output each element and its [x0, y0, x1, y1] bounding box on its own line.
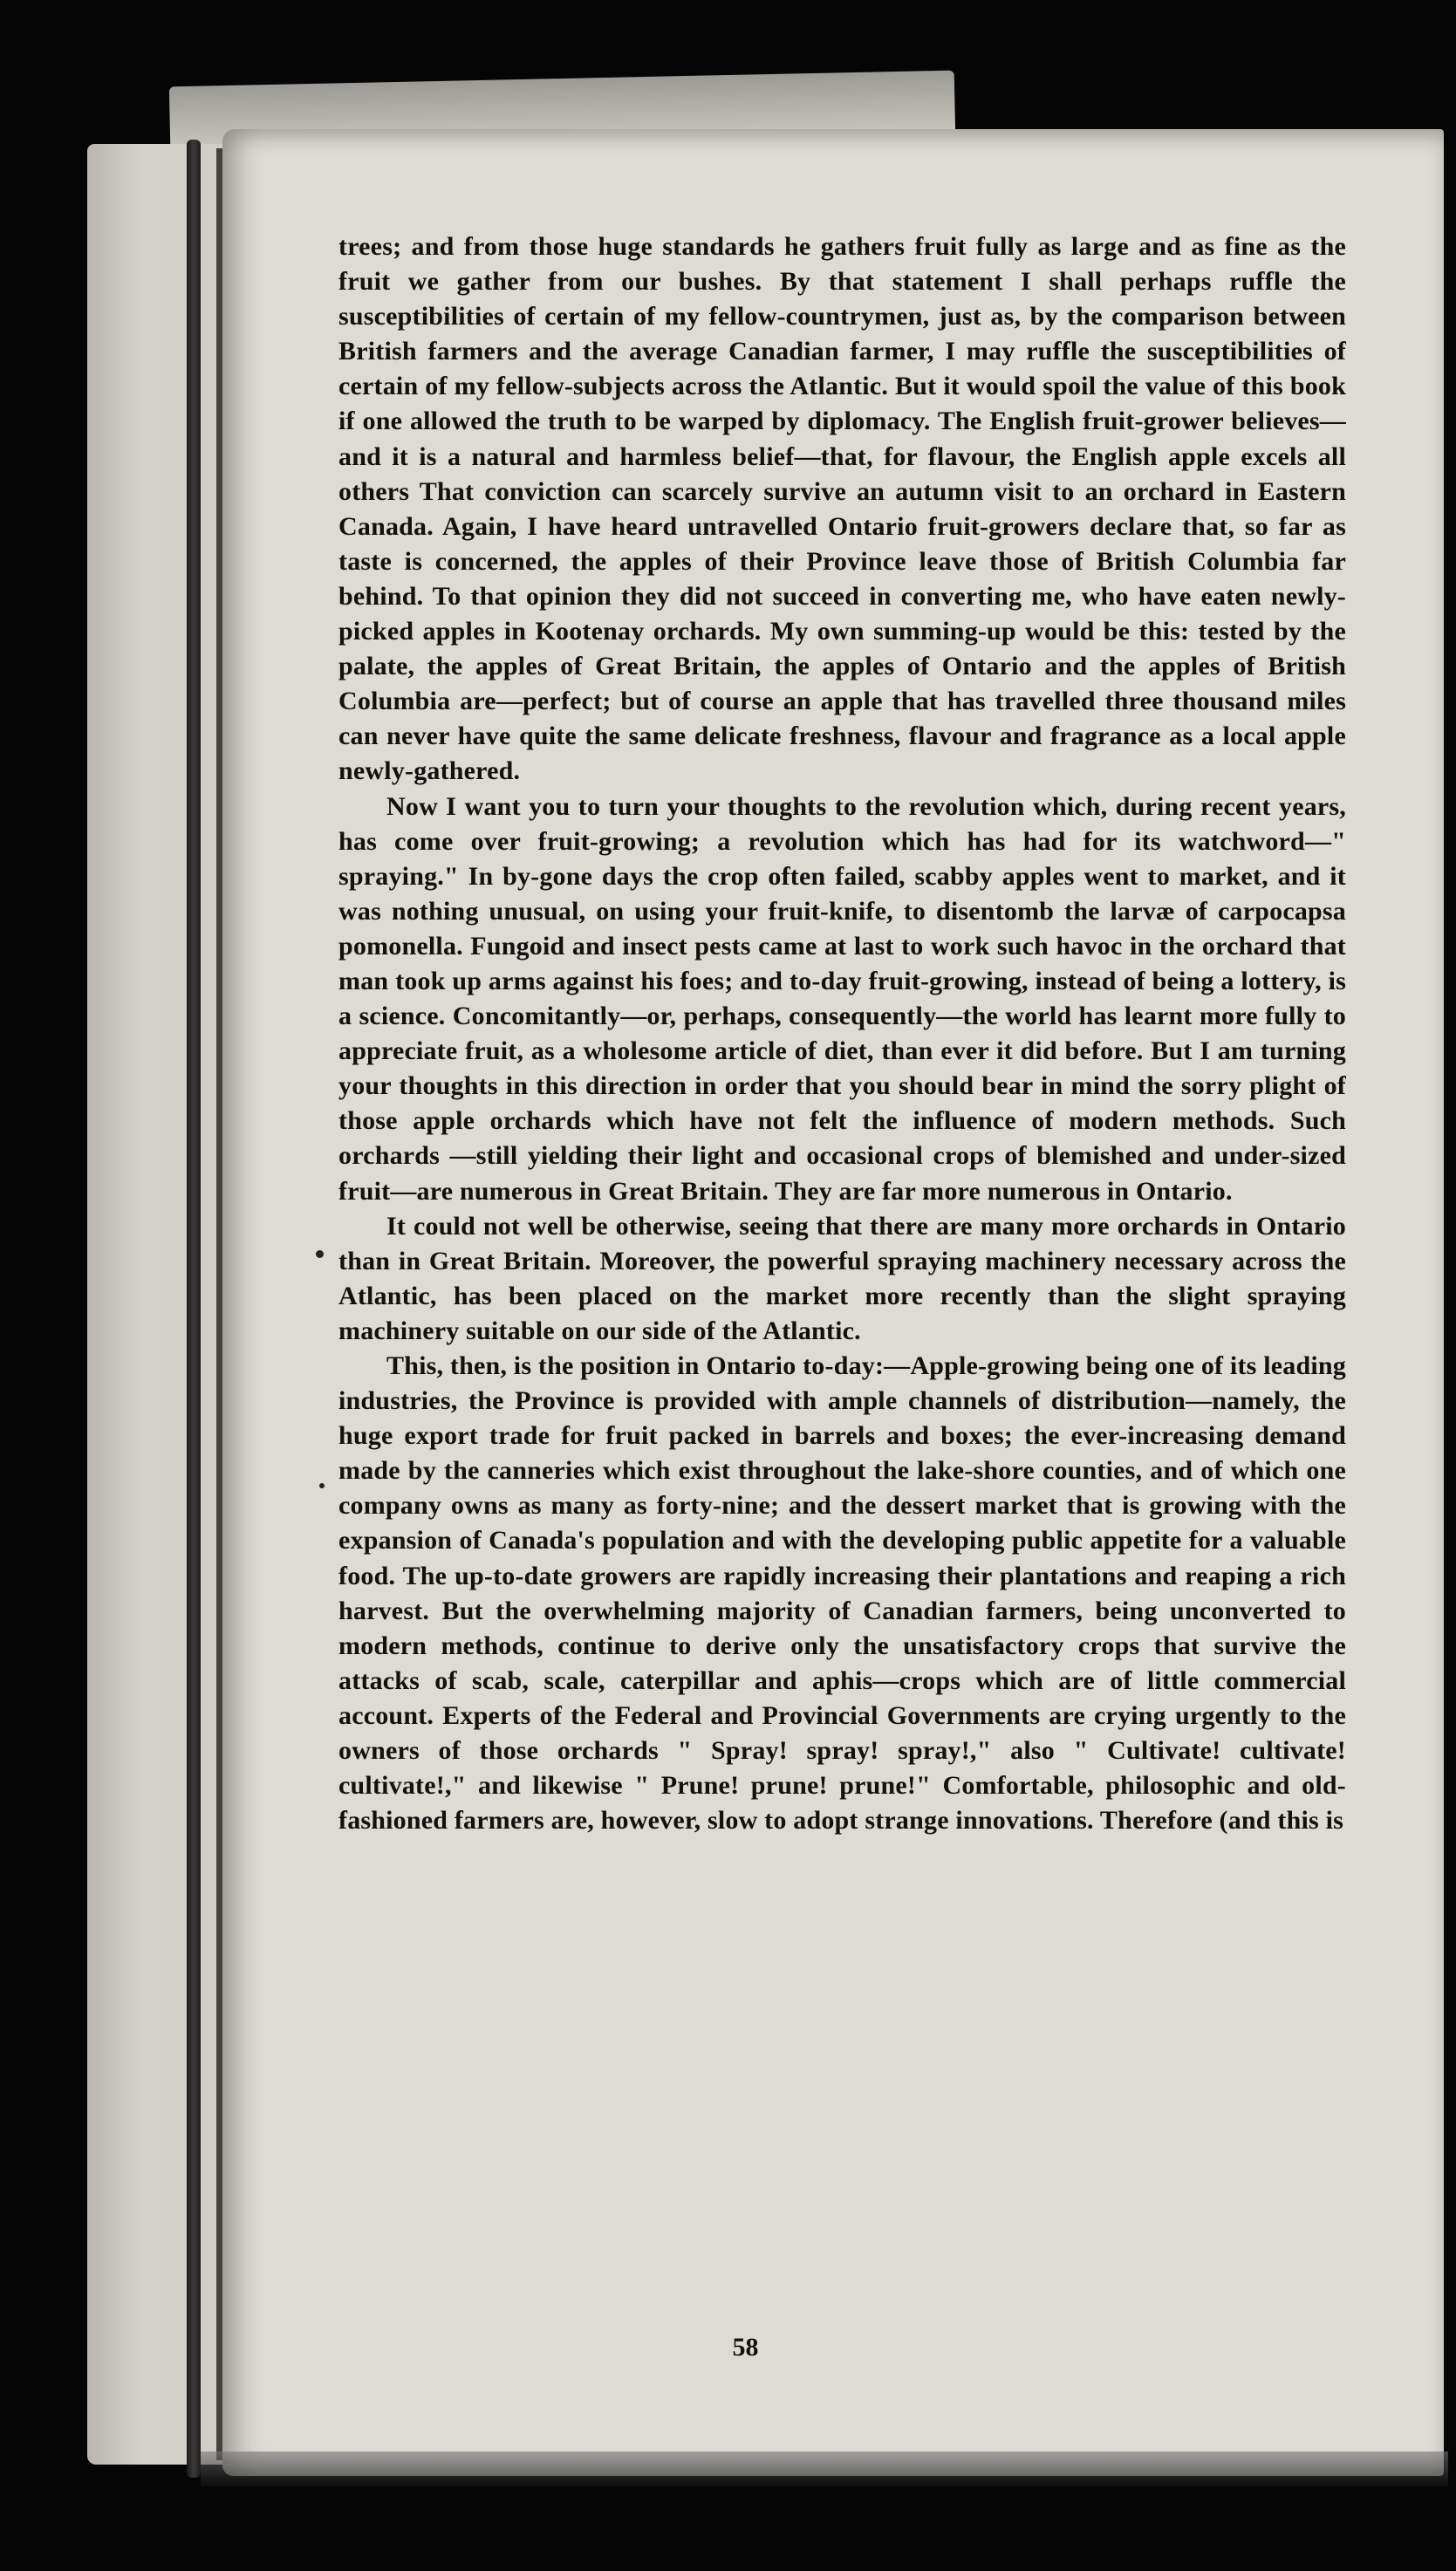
book-gutter-line — [216, 148, 222, 2460]
page-bottom-shadow — [201, 2451, 1448, 2486]
page-number: 58 — [732, 2333, 759, 2362]
paragraph-3: It could not well be otherwise, seeing that there are many more orchards in Ontario than in Great Britain. Moreover, the powerful spraying machinery necessary across the Atlantic, has been placed on the market more recently than the slight spraying machinery suitable on our side of the Atlantic. — [338, 1211, 1346, 1345]
page-stack-edges — [87, 144, 227, 2465]
paragraph-1: trees; and from those huge standards he gathers fruit fully as large and as fine as the fruit we gather from our bushes. By that statement I shall perhaps ruffle the susceptibilities of certain of my fellow-countrymen, just as, by the comparison between British farmers and the average Canadian farmer, I may ruffle the susceptibilities of certain of my fellow-subjects across the Atlantic. But it would spoil the value of this book if one allowed the truth to be warped by diplomacy. The English fruit-grower believes—and it is a natural and harmless belief—that, for flavour, the English apple excels all others That conviction can scarcely survive an autumn visit to an orchard in Eastern Canada. Again, I have heard untravelled Ontario fruit-growers declare that, so far as taste is concerned, the apples of their Province leave those of British Columbia far behind. To that opinion they did not succeed in converting me, who have eaten newly-picked apples in Kootenay orchards. My own summing-up would be this: tested by the palate, the apples of Great Britain, the apples of Ontario and the apples of British Columbia are—perfect; but of course an apple that has travelled three thousand miles can never have quite the same delicate freshness, flavour and fragrance as a local apple newly-gathered. — [338, 232, 1346, 786]
paragraph-2: Now I want you to turn your thoughts to the revolution which, during recent years, has come over fruit-growing; a revolution which has had for its watchword—" spraying." In by-gone days the crop often failed, scabby apples went to market, and it was nothing unusual, on using your fruit-knife, to disentomb the larvæ of carpocapsa pomonella. Fungoid and insect pests came at last to work such havoc in the orchard that man took up arms against his foes; and to-day fruit-growing, instead of being a lottery, is a science. Concomitantly—or, perhaps, consequently—the world has learnt more fully to appreciate fruit, as a wholesome article of diet, than ever it did before. But I am turning your thoughts in this direction in order that you should bear in mind the sorry plight of those apple orchards which have not felt the influence of modern methods. Such orchards —still yielding their light and occasional crops of blemished and under-sized fruit—are numerous in Great Britain. They are far more numerous in Ontario. — [338, 791, 1346, 1206]
paper-speck — [319, 1483, 325, 1488]
body-text — [338, 229, 1346, 1838]
paragraph-4: This, then, is the position in Ontario to-day:—Apple-growing being one of its leading industries, the Province is provided with ample channels of distribution—namely, the huge export trade for fruit packed in barrels and boxes; the ever-increasing demand made by the canneries which exist throughout the lake-shore counties, and of which one company owns as many as forty-nine; and the dessert market that is growing with the expansion of Canada's population and with the developing public appetite for a valuable food. The up-to-date growers are rapidly increasing their plantations and reaping a rich harvest. But the overwhelming majority of Canadian farmers, being unconverted to modern methods, continue to derive only the unsatisfactory crops that survive the attacks of scab, scale, caterpillar and aphis—crops which are of little commercial account. Experts of the Federal and Provincial Governments are crying urgently to the owners of those orchards " Spray! spray! spray!," also " Cultivate! cultivate! cultivate!," and likewise " Prune! prune! prune!" Comfortable, philosophic and old-fashioned farmers are, however, slow to adopt strange innovations. Therefore (and this is — [338, 1351, 1346, 1836]
book-spine-shadow — [187, 140, 201, 2478]
paper-speck — [316, 1250, 324, 1258]
